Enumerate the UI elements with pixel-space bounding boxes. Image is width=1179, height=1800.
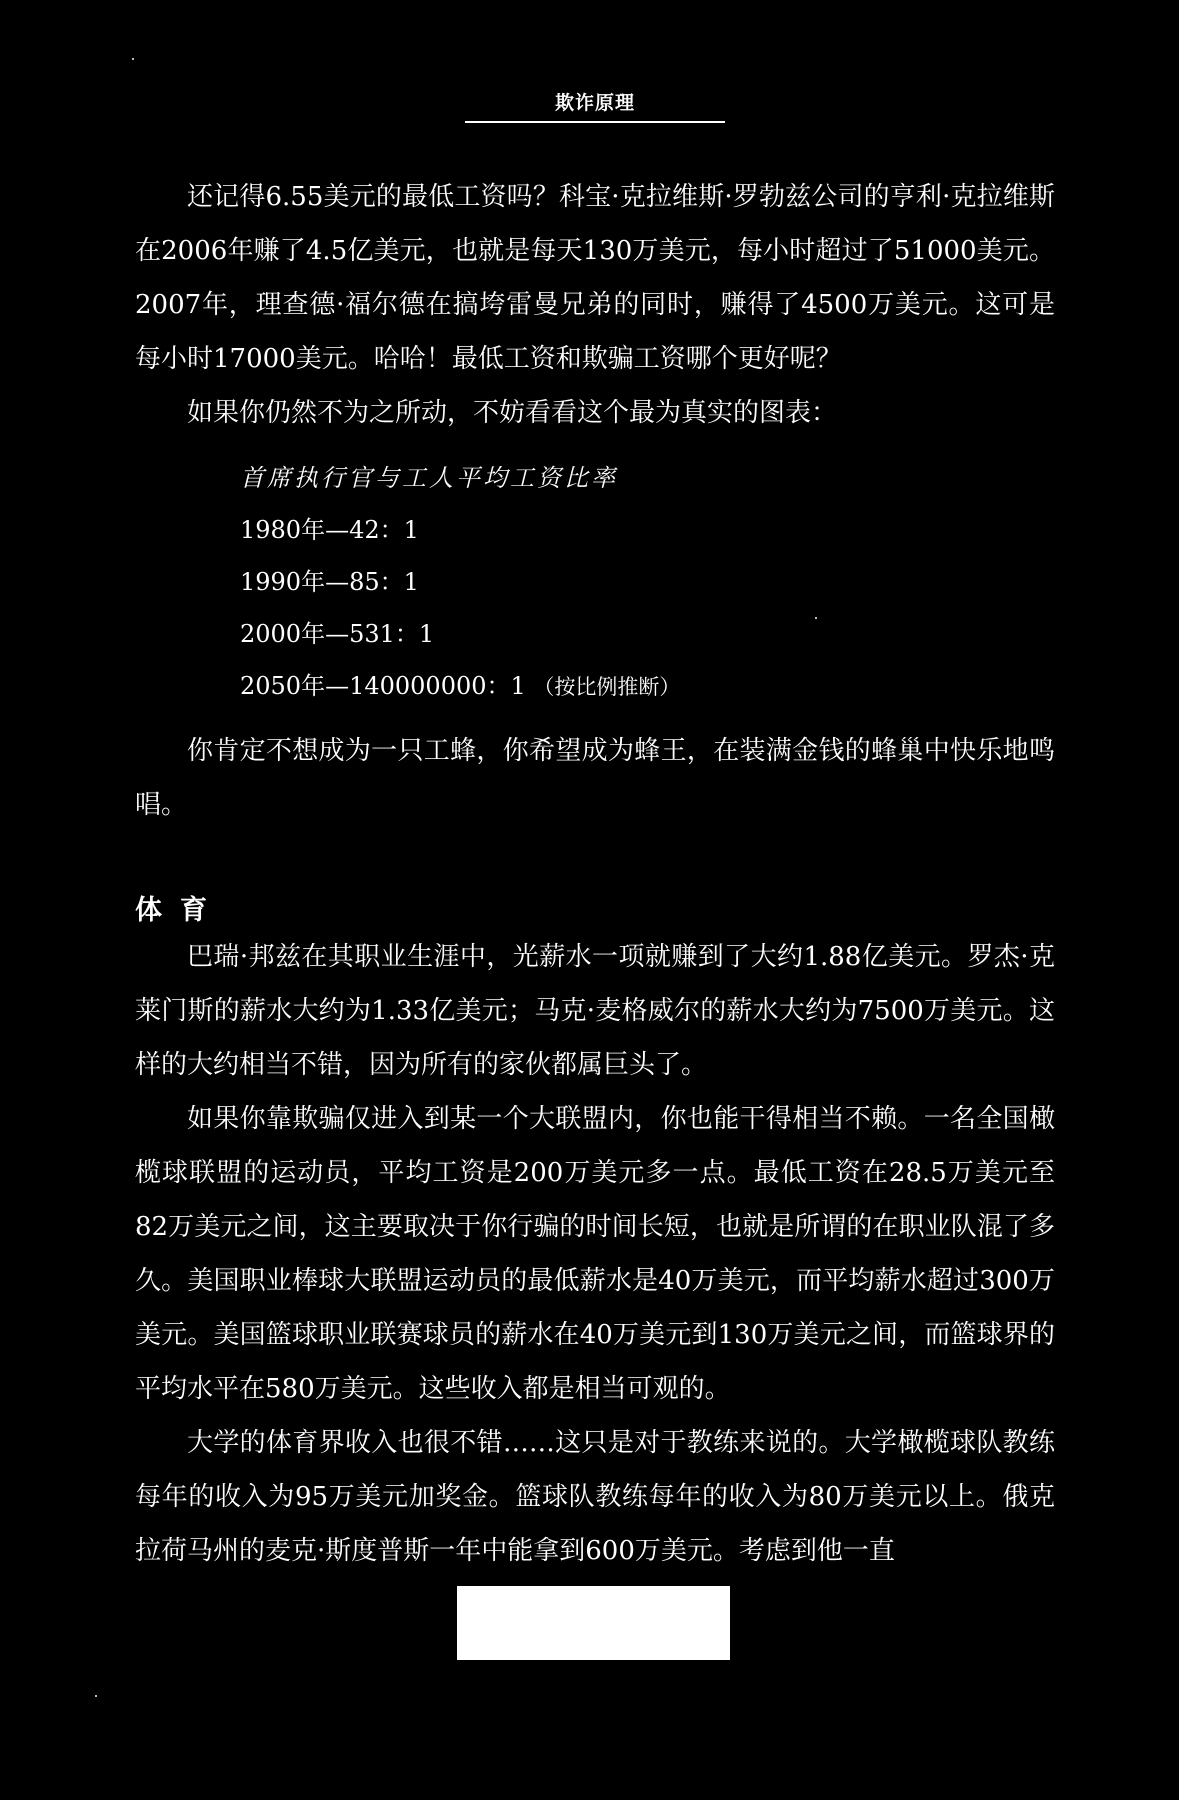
sports-text xyxy=(135,930,1055,1578)
ratio-row xyxy=(240,510,419,545)
scan-speck xyxy=(132,58,134,60)
sports-paragraph-1: 巴瑞·邦兹在其职业生涯中，光薪水一项就赚到了大约1.88亿美元。罗杰·克莱门斯的薪水大约为1.33亿美元；马克·麦格威尔的薪水大约为7500万美元。这样的大约相当不错，因为所有的家伙都属巨头了。 xyxy=(135,942,1055,1080)
intro-paragraph-1: 还记得6.55美元的最低工资吗？科宝·克拉维斯·罗勃兹公司的亨利·克拉维斯在2006年赚了4.5亿美元，也就是每天130万美元，每小时超过了51000美元。2007年，理查德·福尔德在搞垮雷曼兄弟的同时，赚得了4500万美元。这可是每小时17000美元。哈哈！最低工资和欺骗工资哪个更好呢？ xyxy=(135,182,1055,374)
ratio-row xyxy=(240,614,434,649)
section-heading-sports: 体育 xyxy=(135,895,225,926)
white-redaction-box xyxy=(457,1586,730,1660)
closing-text xyxy=(135,724,1055,832)
ratio-row xyxy=(240,666,680,701)
ratio-list-title: 首席执行官与工人平均工资比率 xyxy=(240,464,618,492)
scan-speck xyxy=(95,1695,97,1697)
running-head-rule xyxy=(465,121,725,123)
closing-paragraph: 你肯定不想成为一只工蜂，你希望成为蜂王，在装满金钱的蜂巢中快乐地鸣唱。 xyxy=(135,736,1055,820)
ratio-row-text: 2050年—140000000：1 xyxy=(240,672,526,700)
sports-paragraph-2: 如果你靠欺骗仅进入到某一个大联盟内，你也能干得相当不赖。一名全国橄榄球联盟的运动员，平均工资是200万美元多一点。最低工资在28.5万美元至82万美元之间，这主要取决于你行骗的时间长短，也就是所谓的在职业队混了多久。美国职业棒球大联盟运动员的最低薪水是40万美元，而平均薪水超过300万美元。美国篮球职业联赛球员的薪水在40万美元到130万美元之间，而篮球界的平均水平在580万美元。这些收入都是相当可观的。 xyxy=(135,1104,1055,1404)
sports-paragraph-3: 大学的体育界收入也很不错……这只是对于教练来说的。大学橄榄球队教练每年的收入为95万美元加奖金。篮球队教练每年的收入为80万美元以上。俄克拉荷马州的麦克·斯度普斯一年中能拿到600万美元。考虑到他一直 xyxy=(135,1428,1055,1566)
running-head-title: 欺诈原理 xyxy=(554,92,635,114)
ratio-row-text: 1980年—42：1 xyxy=(240,516,419,544)
intro-text xyxy=(135,170,1055,440)
ratio-row-text: 1990年—85：1 xyxy=(240,568,419,596)
intro-paragraph-2: 如果你仍然不为之所动，不妨看看这个最为真实的图表： xyxy=(187,398,838,428)
ratio-row-note: （按比例推断） xyxy=(533,675,681,699)
ratio-row-text: 2000年—531：1 xyxy=(240,620,435,648)
ratio-row xyxy=(240,562,419,597)
scan-speck xyxy=(815,617,817,619)
